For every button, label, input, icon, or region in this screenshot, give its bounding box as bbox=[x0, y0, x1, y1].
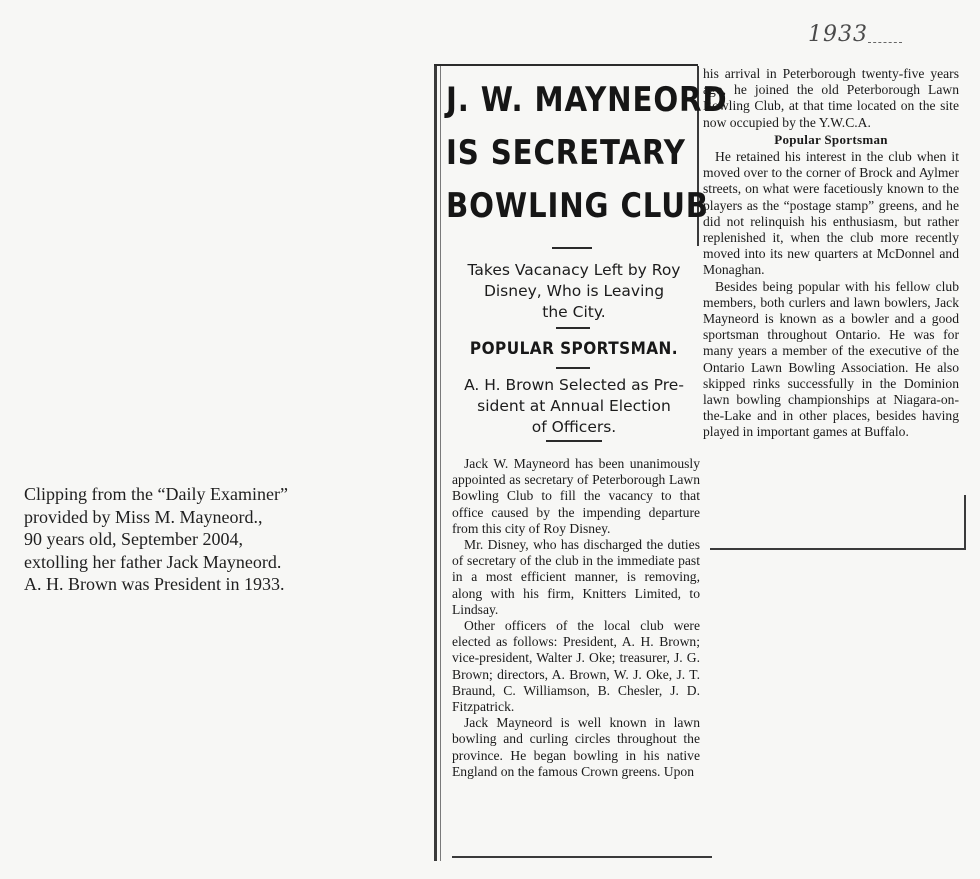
clipping-border-left bbox=[434, 66, 437, 861]
paragraph: Jack W. Mayneord has been unanimously appointed as secretary of Peterborough Lawn Bowling Club to fill the vacancy to that office caused by the impending departure from this city of Roy Disney. bbox=[452, 456, 700, 536]
caption-line: provided by Miss M. Mayneord., bbox=[24, 506, 263, 527]
clipping-border-left-inner bbox=[440, 66, 441, 861]
paragraph: Other officers of the local club were elected as follows: President, A. H. Brown; vice-president, Walter J. Oke; treasurer, J. G. Brown; directors, A. Brown, W. J. Oke, J. T. Braund, C. Williamson, B. Chesler, J. D. Fitzpatrick. bbox=[452, 618, 700, 715]
headline bbox=[446, 74, 728, 233]
deck-line: of Officers. bbox=[531, 418, 617, 436]
deck-line: sident at Annual Election bbox=[477, 397, 671, 415]
divider-rule bbox=[556, 327, 590, 329]
divider-rule bbox=[546, 440, 602, 442]
article-column-2 bbox=[703, 66, 959, 441]
subhead-popular-sportsman-inline: Popular Sportsman bbox=[774, 131, 888, 147]
deck-line: Disney, Who is Leaving bbox=[483, 282, 665, 300]
article-column-1 bbox=[452, 456, 700, 780]
paragraph: Besides being popular with his fellow club members, both curlers and lawn bowlers, Jack Mayneord is known as a bowler and a good sportsman throughout Ontario. He was for many years a member of the executive of the Ontario Lawn Bowling Association. He also skipped rinks successfully in the Dominion lawn bowling championships at Niagara-on-the-Lake and in other places, besides having played in important games at Buffalo. bbox=[703, 278, 959, 440]
paragraph: Jack Mayneord is well known in lawn bowling and curling circles throughout the province. He began bowling in his native England on the famous Crown greens. Upon bbox=[452, 715, 700, 779]
clipping-border-top bbox=[434, 64, 698, 66]
caption-line: extolling her father Jack Mayneord. bbox=[24, 551, 282, 572]
paragraph: Mr. Disney, who has discharged the duties of secretary of the club in the immediate past in a most efficient manner, is removing, along with his firm, Knitters Limited, to Lindsay. bbox=[452, 537, 700, 617]
subhead-popular-sportsman: POPULAR SPORTSMAN. bbox=[469, 339, 679, 359]
divider-rule bbox=[552, 247, 592, 249]
headline-line: J. W. MAYNEORD bbox=[446, 80, 728, 120]
deck-1 bbox=[446, 260, 702, 323]
divider-rule bbox=[556, 367, 590, 369]
caption bbox=[24, 483, 288, 596]
clipping-border-bottom bbox=[452, 856, 712, 858]
handwritten-year: 1933 bbox=[808, 22, 868, 47]
headline-line: IS SECRETARY bbox=[446, 133, 686, 173]
deck-line: A. H. Brown Selected as Pre- bbox=[464, 376, 684, 394]
deck-2 bbox=[446, 375, 702, 438]
caption-line: A. H. Brown was President in 1933. bbox=[24, 574, 285, 594]
caption-line: 90 years old, September 2004, bbox=[24, 529, 243, 549]
deck-line: Takes Vacanacy Left by Roy bbox=[467, 261, 681, 279]
headline-line: BOWLING CLUB bbox=[446, 186, 709, 226]
deck-line: the City. bbox=[542, 303, 606, 321]
caption-line: Clipping from the “Daily Examiner” bbox=[24, 484, 288, 504]
year-underline bbox=[868, 42, 902, 43]
paragraph: He retained his interest in the club when it moved over to the corner of Brock and Aylmer streets, on what were facetiously known to the players as the “postage stamp” greens, and he did not relinquish his enthusiasm, but rather replenished it, when the club more recently moved into its new quarters at McDonnel and Monaghan. bbox=[703, 149, 959, 278]
paragraph: his arrival in Peterborough twenty-five years ago, he joined the old Peterborough Lawn Bowling Club, at that time located on the site now occupied by the Y.W.C.A. bbox=[703, 66, 959, 130]
column2-border-bottom bbox=[710, 548, 966, 550]
column2-border-right bbox=[964, 495, 966, 550]
